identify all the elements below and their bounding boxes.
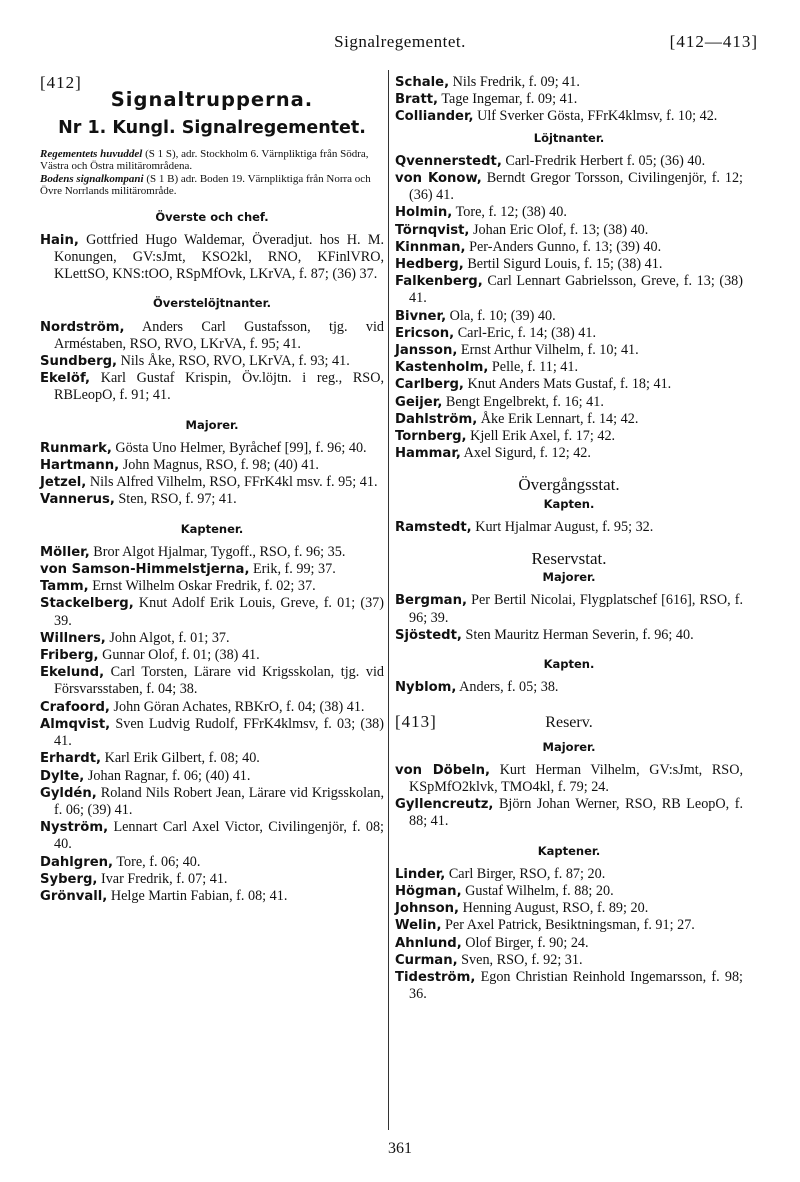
note-bodens-signalkompani — [40, 173, 384, 197]
person-details: Tore, f. 06; 40. — [113, 853, 201, 870]
roster-entry — [40, 699, 384, 716]
person-surname: Vannerus, — [40, 492, 115, 508]
roster-entry — [40, 871, 384, 888]
note-lead: Regementets huvuddel — [40, 147, 143, 160]
roster-entry — [395, 239, 743, 256]
roster-entry — [40, 819, 384, 853]
note-text: (S 1 B) adr. Boden 19. Värnpliktiga från Norra och Övre Norrlands militärområde. — [40, 172, 371, 197]
person-surname: Holmin, — [395, 205, 453, 221]
section-heading-kapten: Kapten. — [543, 657, 595, 672]
person-surname: Nyblom, — [395, 680, 457, 696]
roster-entry — [395, 394, 743, 411]
person-surname: Bratt, — [395, 92, 439, 108]
running-head — [42, 32, 758, 60]
roster-entry — [395, 519, 743, 536]
person-details: Gösta Uno Helmer, Byråchef [99], f. 96; 40. — [111, 439, 367, 456]
person-details: John Magnus, RSO, f. 98; (40) 41. — [119, 457, 319, 474]
person-details: Carl Birger, RSO, f. 87; 20. — [445, 865, 606, 882]
person-surname: Gyldén, — [40, 785, 97, 801]
reservstat-kapten-list — [395, 679, 743, 696]
person-surname: Högman, — [395, 883, 462, 899]
roster-entry — [395, 91, 743, 108]
roster-entry — [40, 630, 384, 647]
person-surname: Welin, — [395, 918, 442, 934]
lojtnanter-list — [395, 153, 743, 463]
person-details: Ernst Arthur Vilhelm, f. 10; 41. — [457, 342, 639, 359]
person-details: Per Bertil Nicolai, Flygplatschef [616], RSO, f. 96; 39. — [409, 592, 743, 626]
person-surname: Ekelund, — [40, 665, 105, 681]
column-divider — [388, 70, 389, 1130]
person-details: Henning August, RSO, f. 89; 20. — [459, 900, 649, 917]
person-details: Berndt Gregor Torsson, Civilingenjör, f. 12; (36) 41. — [409, 170, 743, 204]
person-details: Lennart Carl Axel Victor, Civilingenjör, f. 08; 40. — [54, 819, 384, 853]
roster-entry — [395, 428, 743, 445]
person-surname: Curman, — [395, 952, 458, 968]
person-details: Egon Christian Reinhold Ingemarsson, f. 98; 36. — [409, 968, 743, 1003]
roster-entry — [40, 785, 384, 819]
person-surname: Nordström, — [40, 319, 125, 335]
roster-entry — [40, 474, 384, 491]
person-details: Karl Gustaf Krispin, Öv.löjtn. i reg., RSO, RBLeopO, f. 91; 41. — [54, 370, 384, 404]
roster-entry — [40, 353, 384, 370]
person-surname: von Samson-Himmelstjerna, — [40, 562, 250, 578]
roster-entry — [395, 74, 743, 91]
section-heading: Överstelöjtnanter. — [153, 296, 271, 311]
roster-entry — [40, 888, 384, 905]
roster-entry — [40, 440, 384, 457]
roster-entry — [40, 457, 384, 474]
person-surname: Friberg, — [40, 648, 99, 664]
person-details: Carl-Eric, f. 14; (38) 41. — [454, 324, 597, 341]
person-details: Kjell Erik Axel, f. 17; 42. — [466, 428, 616, 445]
person-surname: Jansson, — [395, 343, 458, 359]
section-heading-majorer: Majorer. — [542, 570, 596, 585]
person-surname: Kastenholm, — [395, 360, 489, 376]
reserv-kaptener-list — [395, 866, 743, 1004]
person-surname: Ahnlund, — [395, 935, 462, 951]
person-surname: Johnson, — [395, 901, 460, 917]
person-surname: Sjöstedt, — [395, 627, 462, 643]
roster-entry — [395, 627, 743, 644]
roster-entry — [395, 952, 743, 969]
roster-entry — [395, 342, 743, 359]
section-heading-lojtnanter: Löjtnanter. — [533, 130, 605, 145]
roster-entry — [395, 796, 743, 830]
roster-entry — [395, 153, 743, 170]
roster-entry — [395, 900, 743, 917]
roster-entry — [395, 222, 743, 239]
person-details: Gustaf Wilhelm, f. 88; 20. — [461, 882, 614, 899]
person-surname: Bivner, — [395, 308, 447, 324]
person-details: Sten Mauritz Herman Severin, f. 96; 40. — [461, 626, 694, 643]
person-surname: Hammar, — [395, 446, 461, 462]
person-surname: Linder, — [395, 866, 446, 882]
person-surname: Stackelberg, — [40, 596, 134, 612]
roster-entry — [395, 376, 743, 393]
roster-entry — [395, 170, 743, 204]
person-details: Sven Ludvig Rudolf, FFrK4klmsv, f. 03; (38) 41. — [54, 715, 384, 750]
person-details: Anders, f. 05; 38. — [456, 679, 559, 696]
roster-entry — [40, 232, 384, 284]
person-details: Tage Ingemar, f. 09; 41. — [438, 91, 578, 108]
roster-entry — [395, 359, 743, 376]
roster-entry — [395, 866, 743, 883]
roster-entry — [395, 108, 743, 125]
section-heading-kaptener: Kaptener. — [537, 843, 601, 858]
person-surname: von Döbeln, — [395, 762, 491, 778]
person-details: Bengt Engelbrekt, f. 16; 41. — [442, 393, 604, 410]
person-surname: Tideström, — [395, 969, 476, 985]
right-top-entries — [395, 74, 743, 126]
reserv-majorer-list — [395, 762, 743, 831]
person-surname: Geijer, — [395, 394, 443, 410]
note-lead: Bodens signalkompani — [40, 172, 144, 185]
person-surname: Grönvall, — [40, 888, 108, 904]
person-details: Helge Martin Fabian, f. 08; 41. — [107, 887, 288, 904]
regiment-title: Nr 1. Kungl. Signalregementet. — [58, 118, 366, 139]
roster-entry — [395, 592, 743, 626]
roster-entry — [395, 204, 743, 221]
person-surname: Dahlgren, — [40, 854, 114, 870]
roster-entry — [40, 647, 384, 664]
person-details: Ivar Fredrik, f. 07; 41. — [97, 870, 228, 887]
section-heading: Kaptener. — [180, 521, 244, 536]
roster-entry — [395, 445, 743, 462]
person-surname: Hain, — [40, 232, 79, 248]
left-sections — [40, 209, 384, 906]
page-ref-412: [412] — [40, 73, 82, 92]
roster-entry — [40, 716, 384, 750]
person-details: Roland Nils Robert Jean, Lärare vid Krigsskolan, f. 06; (39) 41. — [54, 784, 384, 818]
roster-entry — [40, 319, 384, 353]
roster-entry — [395, 762, 743, 796]
person-details: Tore, f. 12; (38) 40. — [452, 204, 567, 221]
person-details: Johan Eric Olof, f. 13; (38) 40. — [469, 221, 649, 238]
person-details: Knut Anders Mats Gustaf, f. 18; 41. — [463, 376, 672, 393]
person-surname: Hartmann, — [40, 458, 120, 474]
roster-entry — [395, 325, 743, 342]
person-surname: Schale, — [395, 75, 450, 90]
reserv-title: Reserv. — [545, 713, 593, 731]
person-details: Sten, RSO, f. 97; 41. — [114, 491, 237, 508]
person-details: Ernst Wilhelm Oskar Fredrik, f. 02; 37. — [88, 578, 316, 595]
person-surname: Runmark, — [40, 440, 112, 456]
person-details: Sven, RSO, f. 92; 31. — [457, 951, 583, 968]
roster-entry — [40, 750, 384, 767]
roster-entry — [395, 679, 743, 696]
person-details: Carl Lennart Gabrielsson, Greve, f. 13; (38) 41. — [409, 273, 743, 307]
note-text: (S 1 S), adr. Stockholm 6. Värnpliktiga från Södra, Västra och Östra militärområdena. — [40, 147, 369, 172]
person-surname: Ekelöf, — [40, 371, 90, 387]
person-surname: Sundberg, — [40, 354, 118, 370]
person-details: Nils Alfred Vilhelm, RSO, FFrK4kl msv. f. 95; 41. — [86, 474, 378, 491]
section-heading: Majorer. — [185, 417, 239, 432]
person-details: Bertil Sigurd Louis, f. 15; (38) 41. — [463, 256, 663, 273]
person-surname: Colliander, — [395, 109, 474, 125]
roster-entry — [40, 768, 384, 785]
person-surname: Möller, — [40, 544, 90, 560]
roster-entry — [395, 883, 743, 900]
person-surname: Carlberg, — [395, 377, 464, 393]
overgangsstat-list — [395, 519, 743, 536]
person-surname: Tornberg, — [395, 429, 467, 445]
running-title: Signalregementet. — [334, 32, 466, 51]
roster-entry — [395, 411, 743, 428]
person-details: Johan Ragnar, f. 06; (40) 41. — [84, 767, 251, 784]
note-regementets-huvuddel — [40, 148, 384, 172]
person-surname: Ramstedt, — [395, 519, 472, 535]
person-surname: Willners, — [40, 630, 106, 646]
page-ref-413: [413] — [395, 711, 437, 731]
person-surname: Erhardt, — [40, 751, 102, 767]
section-heading-kapten: Kapten. — [543, 496, 595, 511]
left-column — [40, 74, 384, 905]
person-surname: Qvennerstedt, — [395, 153, 502, 169]
person-details: Åke Erik Lennart, f. 14; 42. — [477, 410, 639, 427]
person-details: Bror Algot Hjalmar, Tygoff., RSO, f. 96; 35. — [89, 543, 346, 560]
person-surname: Gyllencreutz, — [395, 797, 494, 813]
person-details: Gunnar Olof, f. 01; (38) 41. — [98, 647, 260, 664]
person-details: Per Axel Patrick, Besiktningsman, f. 91; 27. — [441, 917, 695, 934]
roster-entry — [40, 595, 384, 629]
roster-entry — [395, 917, 743, 934]
roster-entry — [395, 256, 743, 273]
person-details: Björn Johan Werner, RSO, RB LeopO, f. 88; 41. — [409, 796, 743, 830]
person-details: Gottfried Hugo Waldemar, Överadjut. hos H. M. Konungen, GV:sJmt, KSO2kl, RNO, KFinlVRO, KLettSO, KNS:tOO, RSpMfOvk, LKrVA, f. 87; (36) 37. — [54, 231, 384, 283]
roster-entry — [395, 969, 743, 1003]
person-surname: Dahlström, — [395, 411, 478, 427]
person-details: John Göran Achates, RBKrO, f. 04; (38) 41. — [109, 698, 365, 715]
person-surname: Kinnman, — [395, 239, 466, 255]
person-surname: Dylte, — [40, 768, 85, 784]
person-details: John Algot, f. 01; 37. — [105, 629, 230, 646]
overgangsstat-title: Övergångsstat. — [518, 475, 620, 495]
person-details: Kurt Hjalmar August, f. 95; 32. — [471, 518, 654, 535]
section-heading: Överste och chef. — [155, 209, 269, 224]
person-details: Axel Sigurd, f. 12; 42. — [460, 445, 591, 462]
roster-entry — [40, 664, 384, 698]
page-range: [412—413] — [669, 32, 758, 51]
person-surname: Bergman, — [395, 593, 467, 609]
reservstat-title: Reservstat. — [531, 549, 607, 569]
person-details: Kurt Herman Vilhelm, GV:sJmt, RSO, KSpMfO2klvk, TMO4kl, f. 79; 24. — [409, 761, 743, 795]
person-details: Per-Anders Gunno, f. 13; (39) 40. — [465, 238, 662, 255]
person-surname: Ericson, — [395, 325, 455, 341]
roster-entry — [40, 544, 384, 561]
person-surname: Almqvist, — [40, 716, 111, 732]
person-surname: Tamm, — [40, 579, 89, 595]
person-surname: Hedberg, — [395, 257, 464, 273]
right-column — [395, 74, 743, 1003]
person-details: Knut Adolf Erik Louis, Greve, f. 01; (37) 39. — [54, 595, 384, 629]
person-details: Olof Birger, f. 90; 24. — [461, 934, 589, 951]
person-details: Carl-Fredrik Herbert f. 05; (36) 40. — [501, 152, 706, 169]
roster-entry — [40, 561, 384, 578]
section-heading-majorer: Majorer. — [542, 739, 596, 754]
person-details: Pelle, f. 11; 41. — [488, 359, 579, 376]
roster-entry — [40, 854, 384, 871]
person-surname: Jetzel, — [40, 475, 87, 491]
section-title: Signaltrupperna. — [110, 88, 314, 112]
person-surname: Crafoord, — [40, 699, 110, 715]
roster-entry — [395, 935, 743, 952]
person-surname: Falkenberg, — [395, 274, 483, 290]
roster-entry — [395, 308, 743, 325]
person-surname: Törnqvist, — [395, 222, 470, 238]
page-number: 361 — [388, 1140, 412, 1157]
person-surname: Nyström, — [40, 820, 109, 836]
person-details: Anders Carl Gustafsson, tjg. vid Arméstaben, RSO, RVO, LKrVA, f. 95; 41. — [54, 318, 384, 352]
person-surname: Syberg, — [40, 871, 98, 887]
person-details: Karl Erik Gilbert, f. 08; 40. — [101, 750, 260, 767]
person-details: Nils Åke, RSO, RVO, LKrVA, f. 93; 41. — [117, 353, 350, 370]
roster-entry — [40, 491, 384, 508]
person-details: Ola, f. 10; (39) 40. — [446, 307, 556, 324]
roster-entry — [395, 273, 743, 307]
reservstat-majorer-list — [395, 592, 743, 644]
person-details: Nils Fredrik, f. 09; 41. — [449, 74, 580, 90]
roster-entry — [40, 370, 384, 404]
person-details: Carl Torsten, Lärare vid Krigsskolan, tjg. vid Försvarsstaben, f. 04; 38. — [54, 664, 384, 698]
person-details: Ulf Sverker Gösta, FFrK4klmsv, f. 10; 42. — [473, 108, 718, 125]
roster-entry — [40, 578, 384, 595]
person-surname: von Konow, — [395, 171, 482, 187]
person-details: Erik, f. 99; 37. — [249, 561, 336, 578]
reserv-header — [395, 713, 743, 737]
